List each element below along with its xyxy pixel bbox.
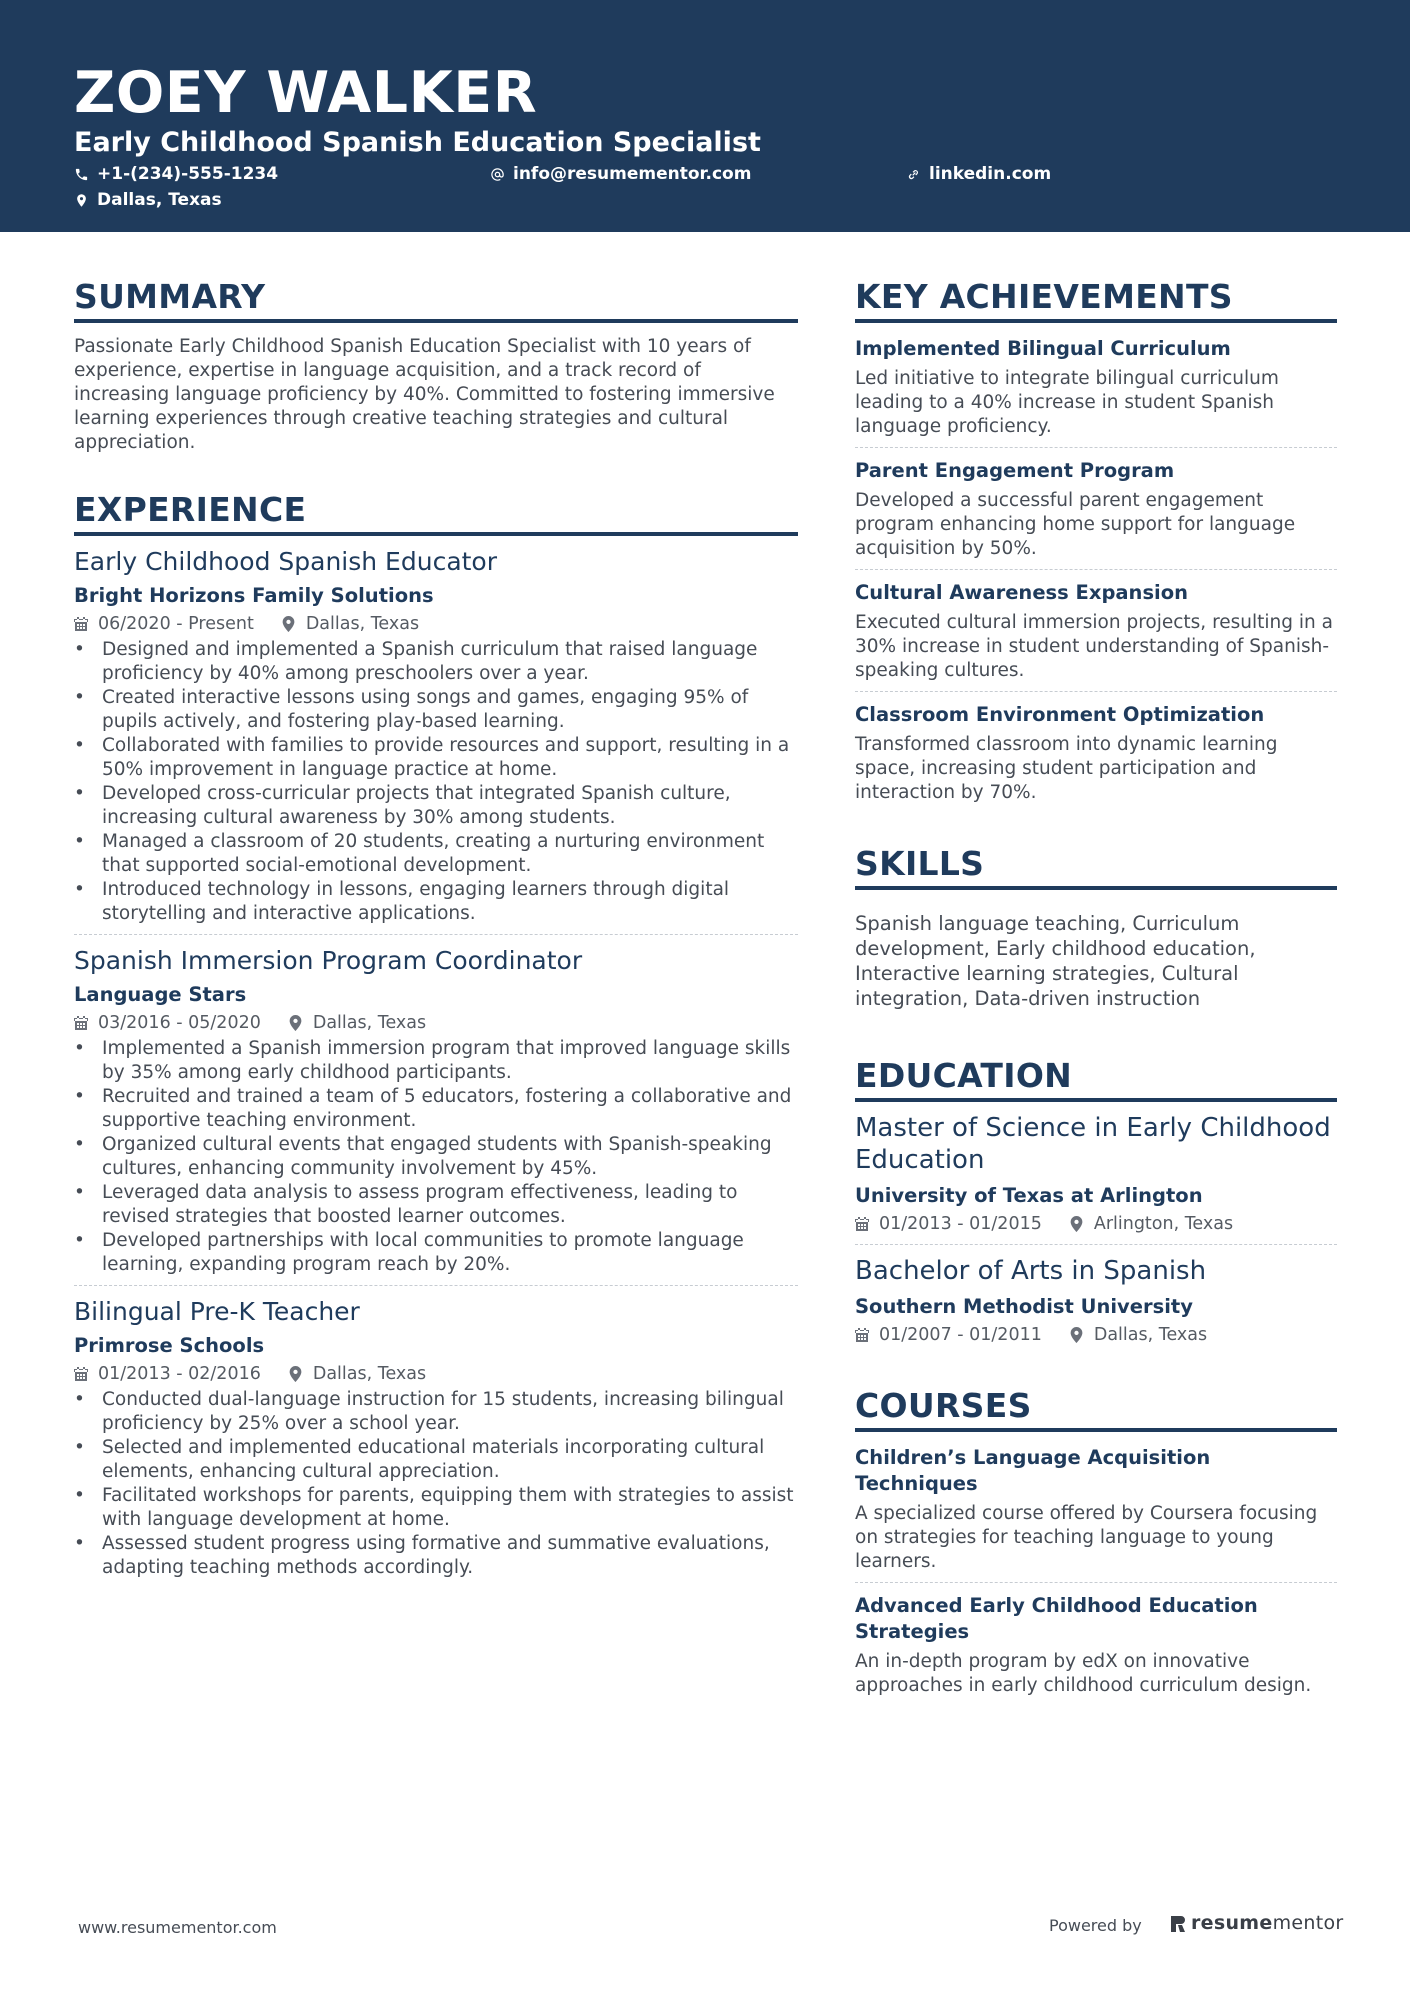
education-heading: EDUCATION [855,1057,1337,1102]
company-name: Primrose Schools [74,1334,265,1357]
achievement-desc: Developed a successful parent engagement program enhancing home support for language acquisition by 50%. [855,490,1296,559]
list-item: • Created interactive lessons using songs and games, engaging 95% of pupils actively, and fostering play-based learning. [74,686,798,734]
job-location: Dallas, Texas [312,1013,427,1033]
achievement-title: Classroom Environment Optimization [855,703,1265,726]
job-location: Dallas, Texas [305,614,420,634]
job-bullets [74,1037,798,1277]
list-item: • Managed a classroom of 20 students, creating a nurturing environment that supported social-emotional development. [74,830,798,878]
list-item: • Selected and implemented educational materials incorporating cultural elements, enhancing cultural appreciation. [74,1436,798,1484]
achievement-title: Implemented Bilingual Curriculum [855,337,1231,360]
location-pin-icon [282,616,295,632]
right-column [855,278,1337,1706]
company-name: Language Stars [74,983,247,1006]
experience-heading: EXPERIENCE [74,491,798,536]
course-desc: An in-depth program by edX on innovative approaches in early childhood curriculum design. [855,1651,1312,1696]
company-name: Bright Horizons Family Solutions [74,584,434,607]
achievement-desc: Led initiative to integrate bilingual curriculum leading to a 40% increase in student Spanish language proficiency. [855,368,1279,437]
courses-list [855,1445,1337,1706]
skills-text: Spanish language teaching, Curriculum development, Early childhood education, Interactive learning strategies, Cultural integration, Data-driven instruction [855,912,1256,1010]
left-column [74,278,798,1580]
job-meta [74,612,798,636]
phone-text: +1-(234)-555-1234 [97,164,279,184]
achievement-item [855,580,1337,692]
achievement-item [855,458,1337,570]
course-item [855,1445,1337,1583]
brand-name [1191,1912,1344,1934]
contact-linkedin[interactable] [906,163,1051,185]
education-item [855,1112,1337,1245]
job-bullets [74,638,798,926]
school-name: Southern Methodist University [855,1295,1193,1318]
skills-heading: SKILLS [855,845,1337,890]
job-dates: 03/2016 - 05/2020 [98,1013,261,1033]
list-item: • Developed cross-curricular projects that integrated Spanish culture, increasing cultural awareness by 30% among students. [74,782,798,830]
location-pin-icon [74,193,89,208]
calendar-icon [74,1016,88,1031]
at-icon [490,167,505,182]
education-location: Dallas, Texas [1093,1325,1208,1345]
education-dates: 01/2007 - 01/2011 [879,1325,1042,1345]
course-title: Children’s Language Acquisition Techniques [855,1446,1211,1495]
summary-text: Passionate Early Childhood Spanish Education Specialist with 10 years of experience, expertise in language acquisition, and a track record of increasing language proficiency by 40%. Committed to fostering immersive learning experiences through creative teaching strategies and cultural appreciation. [74,336,775,453]
courses-heading: COURSES [855,1387,1337,1432]
contact-location [74,189,222,211]
brand-name-bold: resume [1191,1912,1273,1934]
email-text: info@resumementor.com [513,164,752,184]
job-title: Spanish Immersion Program Coordinator [74,946,583,975]
list-item: • Introduced technology in lessons, engaging learners through digital storytelling and interactive applications. [74,878,798,926]
job-location: Dallas, Texas [312,1364,427,1384]
contact-phone[interactable] [74,163,278,185]
footer-website[interactable]: www.resumementor.com [78,1918,277,1937]
list-item: • Organized cultural events that engaged students with Spanish-speaking cultures, enhancing community involvement by 45%. [74,1133,798,1181]
contact-email[interactable] [490,163,751,185]
achievement-desc: Executed cultural immersion projects, resulting in a 30% increase in student understanding of Spanish-speaking cultures. [855,612,1333,681]
achievements-list [855,336,1337,813]
location-pin-icon [289,1366,302,1382]
list-item: • Leveraged data analysis to assess program effectiveness, leading to revised strategies that boosted learner outcomes. [74,1181,798,1229]
education-meta [855,1323,1337,1347]
education-meta [855,1212,1337,1236]
divider [74,934,798,935]
job-title: Bilingual Pre-K Teacher [74,1297,360,1326]
calendar-icon [74,1367,88,1382]
job-dates: 06/2020 - Present [98,614,254,634]
achievement-desc: Transformed classroom into dynamic learning space, increasing student participation and interaction by 70%. [855,734,1278,803]
location-pin-icon [289,1015,302,1031]
summary-heading: SUMMARY [74,278,798,323]
list-item: • Designed and implemented a Spanish curriculum that raised language proficiency by 40% among preschoolers over a year. [74,638,798,686]
job-meta [74,1011,798,1035]
experience-item [74,945,798,1286]
degree-title: Master of Science in Early Childhood Education [855,1113,1331,1175]
list-item: • Collaborated with families to provide resources and support, resulting in a 50% improvement in language practice at home. [74,734,798,782]
experience-item [74,546,798,935]
link-icon [906,167,921,182]
achievement-title: Parent Engagement Program [855,459,1175,482]
job-meta [74,1362,798,1386]
list-item: • Facilitated workshops for parents, equipping them with strategies to assist with language development at home. [74,1484,798,1532]
brand-name-light: mentor [1272,1912,1344,1934]
brand-logo-icon [1171,1914,1185,1932]
achievements-heading: KEY ACHIEVEMENTS [855,278,1337,323]
education-list [855,1112,1337,1347]
resumementor-logo[interactable] [1171,1912,1344,1934]
job-title: Early Childhood Spanish Educator [74,547,498,576]
footer-powered-by: Powered by [1049,1916,1142,1935]
course-item [855,1593,1337,1706]
candidate-name: ZOEY WALKER [74,60,538,126]
list-item: • Conducted dual-language instruction for 15 students, increasing bilingual proficiency by 25% over a school year. [74,1388,798,1436]
candidate-title: Early Childhood Spanish Education Specialist [74,127,761,158]
achievement-item [855,336,1337,448]
linkedin-text: linkedin.com [929,164,1052,184]
calendar-icon [855,1217,869,1232]
divider [74,1285,798,1286]
education-item [855,1255,1337,1347]
course-title: Advanced Early Childhood Education Strategies [855,1594,1258,1643]
calendar-icon [74,617,88,632]
resume-header [0,0,1410,232]
list-item: • Recruited and trained a team of 5 educators, fostering a collaborative and supportive teaching environment. [74,1085,798,1133]
degree-title: Bachelor of Arts in Spanish [855,1256,1207,1286]
phone-icon [74,167,89,182]
school-name: University of Texas at Arlington [855,1184,1203,1207]
location-pin-icon [1070,1327,1083,1343]
job-bullets [74,1388,798,1580]
list-item: • Assessed student progress using formative and summative evaluations, adapting teaching methods accordingly. [74,1532,798,1580]
experience-item [74,1296,798,1580]
education-location: Arlington, Texas [1093,1214,1234,1234]
calendar-icon [855,1328,869,1343]
course-desc: A specialized course offered by Coursera focusing on strategies for teaching language to young learners. [855,1503,1318,1572]
achievement-item [855,702,1337,813]
location-pin-icon [1070,1216,1083,1232]
achievement-title: Cultural Awareness Expansion [855,581,1189,604]
education-dates: 01/2013 - 01/2015 [879,1214,1042,1234]
list-item: • Implemented a Spanish immersion program that improved language skills by 35% among early childhood participants. [74,1037,798,1085]
job-dates: 01/2013 - 02/2016 [98,1364,261,1384]
location-text: Dallas, Texas [97,190,222,210]
list-item: • Developed partnerships with local communities to promote language learning, expanding program reach by 20%. [74,1229,798,1277]
